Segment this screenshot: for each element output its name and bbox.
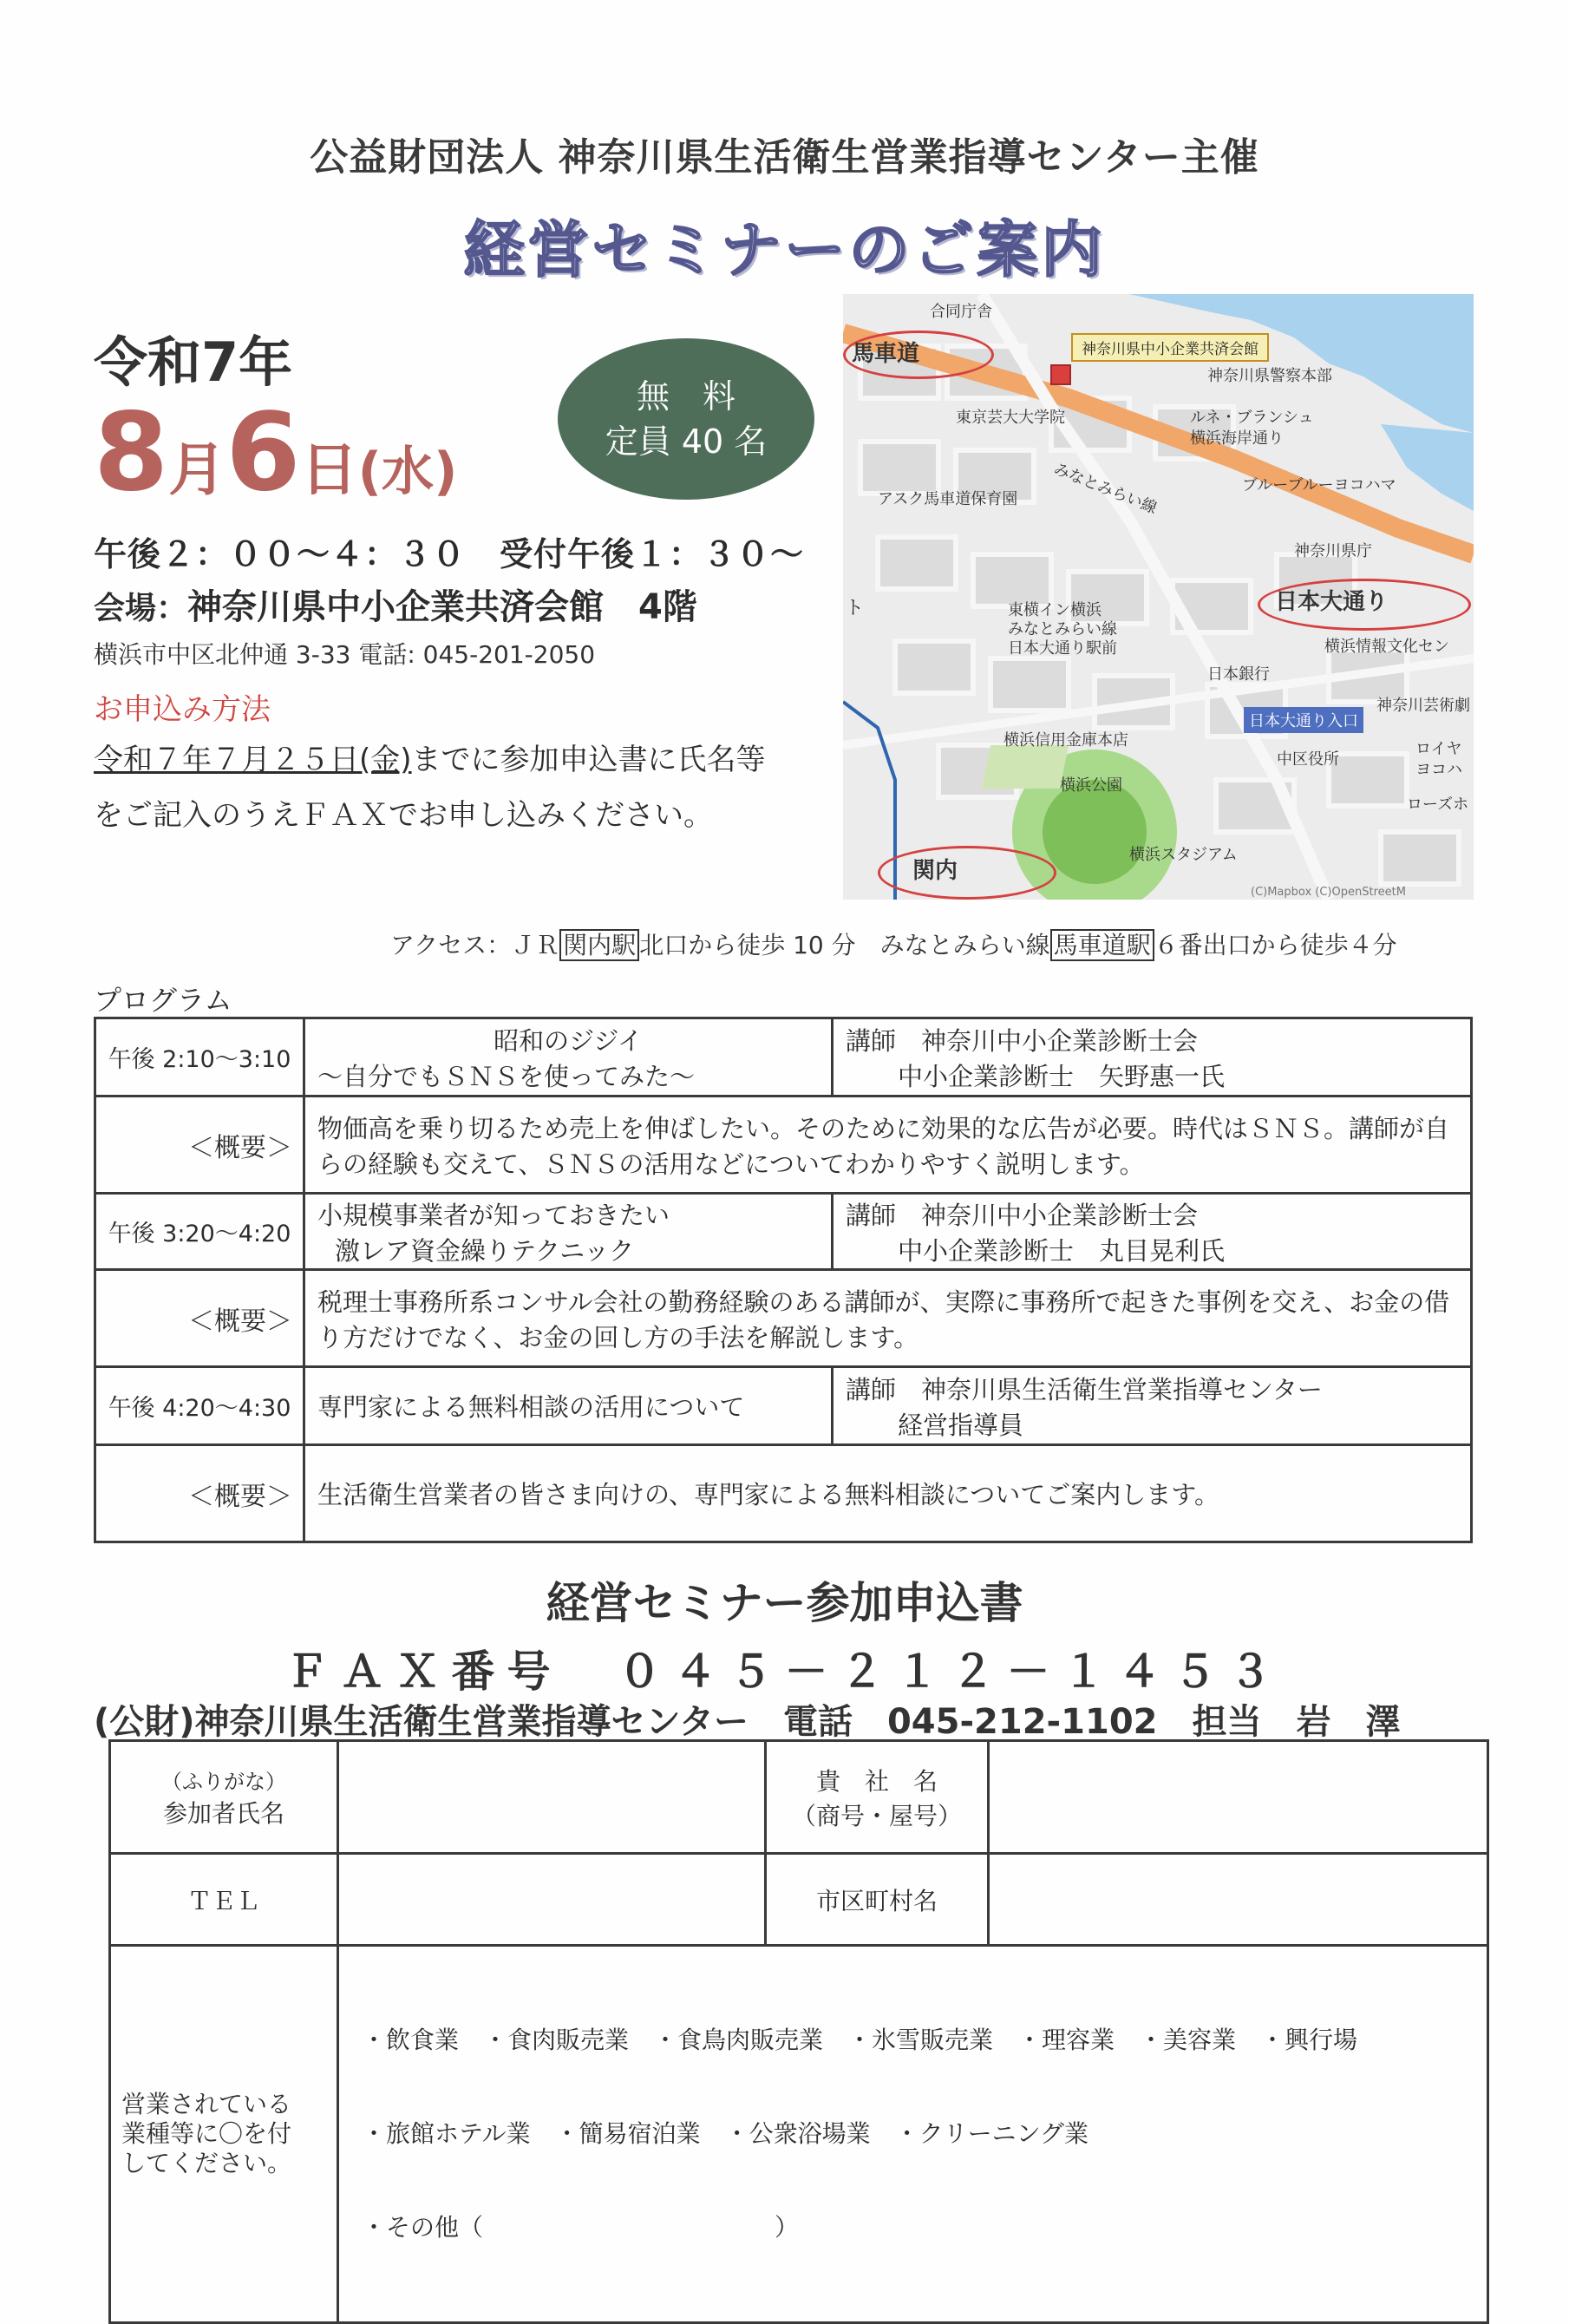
event-venue [94,579,697,629]
city-field[interactable] [989,1854,1488,1946]
map-label: 神奈川県警察本部 [1207,367,1332,385]
session-title-line: 激レア資金繰りテクニック [335,1235,635,1266]
map-label: ヨコハ [1415,761,1462,779]
access-info [390,926,1397,961]
access-prefix: アクセス：ＪＲ [390,931,560,959]
overview-text: 税理士事務所系コンサル会社の勤務経験のある講師が、実際に事務所で起きた事例を交え、お金の借り方だけでなく、お金の回し方の手法を解説します。 [304,1270,1472,1367]
session-title-line: 昭和のジジイ [494,1025,643,1056]
badge-free: 無 料 [636,377,735,416]
session-time: 午後 2:10～3:10 [95,1018,304,1097]
map-station-nihon-odori: 日本大通り [1275,589,1389,615]
tel-field[interactable] [338,1854,766,1946]
map-label: 東京芸大大学院 [956,409,1065,427]
overview-label: ＜概要＞ [95,1445,304,1542]
date-day: 6 [226,390,301,515]
map-callout-venue: 神奈川県中小企業共済会館 [1071,333,1269,362]
category-label-line: してください。 [121,2149,292,2177]
session-title-line: ～自分でもＳＮＳを使ってみた～ [317,1061,696,1091]
lecturer-line: 講師 神奈川中小企業診断士会 [846,1025,1199,1056]
apply-line-2: をご記入のうえＦＡＸでお申し込みください。 [94,798,713,833]
map-label: ルネ・ブランシュ [1190,409,1314,427]
category-label-line: 業種等に〇を付 [121,2119,292,2148]
map-label: 神奈川県庁 [1294,542,1372,560]
access-suffix: ６番出口から徒歩４分 [1154,931,1397,959]
session-title [304,1018,833,1097]
map-label: ト [845,598,865,619]
overview-row [95,1270,1472,1367]
date-day-char: 日 [300,436,358,503]
session-time: 午後 4:20～4:30 [95,1367,304,1445]
map-label: 横浜スタジアム [1129,846,1238,864]
map-label: 神奈川芸術劇 [1376,697,1470,715]
overview-text: 物価高を乗り切るため売上を伸ばしたい。そのために効果的な広告が必要。時代はＳＮＳ。講師が自らの経験も交えて、ＳＮＳの活用などについてわかりやすく説明します。 [304,1097,1472,1194]
session-lecturer [833,1018,1472,1097]
name-field[interactable] [338,1741,766,1854]
map-label: 日本大通り駅前 [1008,639,1117,658]
map-label-entrance: 日本大通り入口 [1244,707,1363,733]
map-attribution: (C)Mapbox (C)OpenStreetM [1251,886,1406,899]
session-row [95,1367,1472,1445]
map-label: ブルーブルーヨコハマ [1242,476,1396,494]
access-station-kannai: 関内駅 [559,929,639,961]
event-time: 午後２：００～４：３０ 受付午後１：３０～ [94,535,805,573]
overview-label: ＜概要＞ [95,1270,304,1367]
organizer-line: 公益財団法人 神奈川県生活衛生営業指導センター主催 [310,135,1259,180]
map-label: 中区役所 [1277,750,1339,769]
lecturer-line: 中小企業診断士 矢野惠一氏 [898,1061,1226,1091]
overview-text: 生活衛生営業者の皆さま向けの、専門家による無料相談についてご案内します。 [304,1445,1472,1542]
lecturer-line: 講師 神奈川中小企業診断士会 [846,1200,1199,1230]
category-label-cell [110,1946,338,2323]
date-month-char: 月 [168,436,226,503]
company-label-cell [766,1741,989,1854]
map-station-bashamichi: 馬車道 [852,341,920,367]
era-year: 令和7年 [94,331,293,394]
apply-line-1 [94,736,766,778]
city-label: 市区町村名 [766,1854,989,1946]
map-label: アスク馬車道保育園 [878,490,1018,508]
category-label-line: 営業されている [121,2090,292,2118]
venue-name: 神奈川県中小企業共済会館 4階 [187,587,697,627]
session-lecturer [833,1367,1472,1445]
overview-label: ＜概要＞ [95,1097,304,1194]
map-label: ロイヤ [1415,740,1462,758]
access-mid: 北口から徒歩 10 分 みなとみらい線 [639,931,1050,959]
tel-label: ＴＥＬ [110,1854,338,1946]
event-date [94,390,457,515]
apply-deadline: 令和７年７月２５日(金) [94,743,412,777]
lecturer-line: 経営指導員 [898,1410,1024,1440]
access-station-bashamichi: 馬車道駅 [1050,929,1154,961]
overview-row [95,1097,1472,1194]
map-label: みなとみらい線 [1008,620,1117,638]
company-field[interactable] [989,1741,1488,1854]
lecturer-line: 講師 神奈川県生活衛生営業指導センター [846,1374,1323,1404]
name-label-cell [110,1741,338,1854]
map-label: 日本銀行 [1207,665,1270,684]
map-label: 横浜信用金庫本店 [1004,731,1128,750]
date-month: 8 [94,390,169,515]
program-heading: プログラム [94,984,232,1017]
page-title: 経営セミナーのご案内 [463,214,1106,285]
company-label: 貴 社 名 [815,1766,938,1796]
category-line: ・飲食業 ・食肉販売業 ・食鳥肉販売業 ・氷雪販売業 ・理容業 ・美容業 ・興行場 [362,2026,1358,2054]
session-title: 専門家による無料相談の活用について [304,1367,833,1445]
map-station-kannai: 関内 [912,858,958,884]
map-label: ローズホ [1407,795,1469,814]
category-options[interactable] [338,1946,1488,2323]
program-table [94,1017,1473,1543]
map-label: 合同庁舎 [930,303,992,321]
session-row [95,1018,1472,1097]
apply-line-1-rest: までに参加申込書に氏名等 [411,743,766,777]
application-form [108,1739,1489,2324]
fax-number: ＦＡＸ番号 ０４５－２１２－１４５３ [284,1646,1285,1697]
map-label: 横浜情報文化セン [1324,638,1449,656]
date-weekday: (水) [357,442,458,502]
category-line: ・旅館ホテル業 ・簡易宿泊業 ・公衆浴場業 ・クリーニング業 [362,2119,1089,2148]
name-label: 参加者氏名 [162,1799,284,1828]
venue-map [843,294,1474,900]
map-label: 横浜公園 [1060,776,1122,795]
form-title: 経営セミナー参加申込書 [546,1578,1023,1628]
session-title-line: 小規模事業者が知っておきたい [317,1200,670,1230]
category-line: ・その他（ ） [362,2213,800,2242]
company-sub-label: （商号・屋号） [791,1801,962,1830]
session-time: 午後 3:20～4:20 [95,1194,304,1270]
map-label: みなとみらい線 [1051,460,1160,518]
venue-label: 会場： [94,591,188,626]
session-lecturer [833,1194,1472,1270]
map-label: 東横イン横浜 [1008,601,1102,619]
map-label: 横浜海岸通り [1190,429,1284,448]
session-title [304,1194,833,1270]
furigana-label: （ふりがな） [161,1770,286,1794]
free-capacity-badge [558,338,814,500]
apply-heading: お申込み方法 [94,692,271,727]
lecturer-line: 中小企業診断士 丸目晃利氏 [898,1235,1226,1266]
map-oval-kannai [878,846,1056,900]
contact-line: (公財)神奈川県生活衛生営業指導センター 電話 045-212-1102 担当 岩 澤 [94,1702,1401,1742]
overview-row [95,1445,1472,1542]
session-row [95,1194,1472,1270]
venue-address: 横浜市中区北仲通 3-33 電話: 045-201-2050 [94,640,596,669]
badge-capacity: 定員 40 名 [605,422,768,461]
